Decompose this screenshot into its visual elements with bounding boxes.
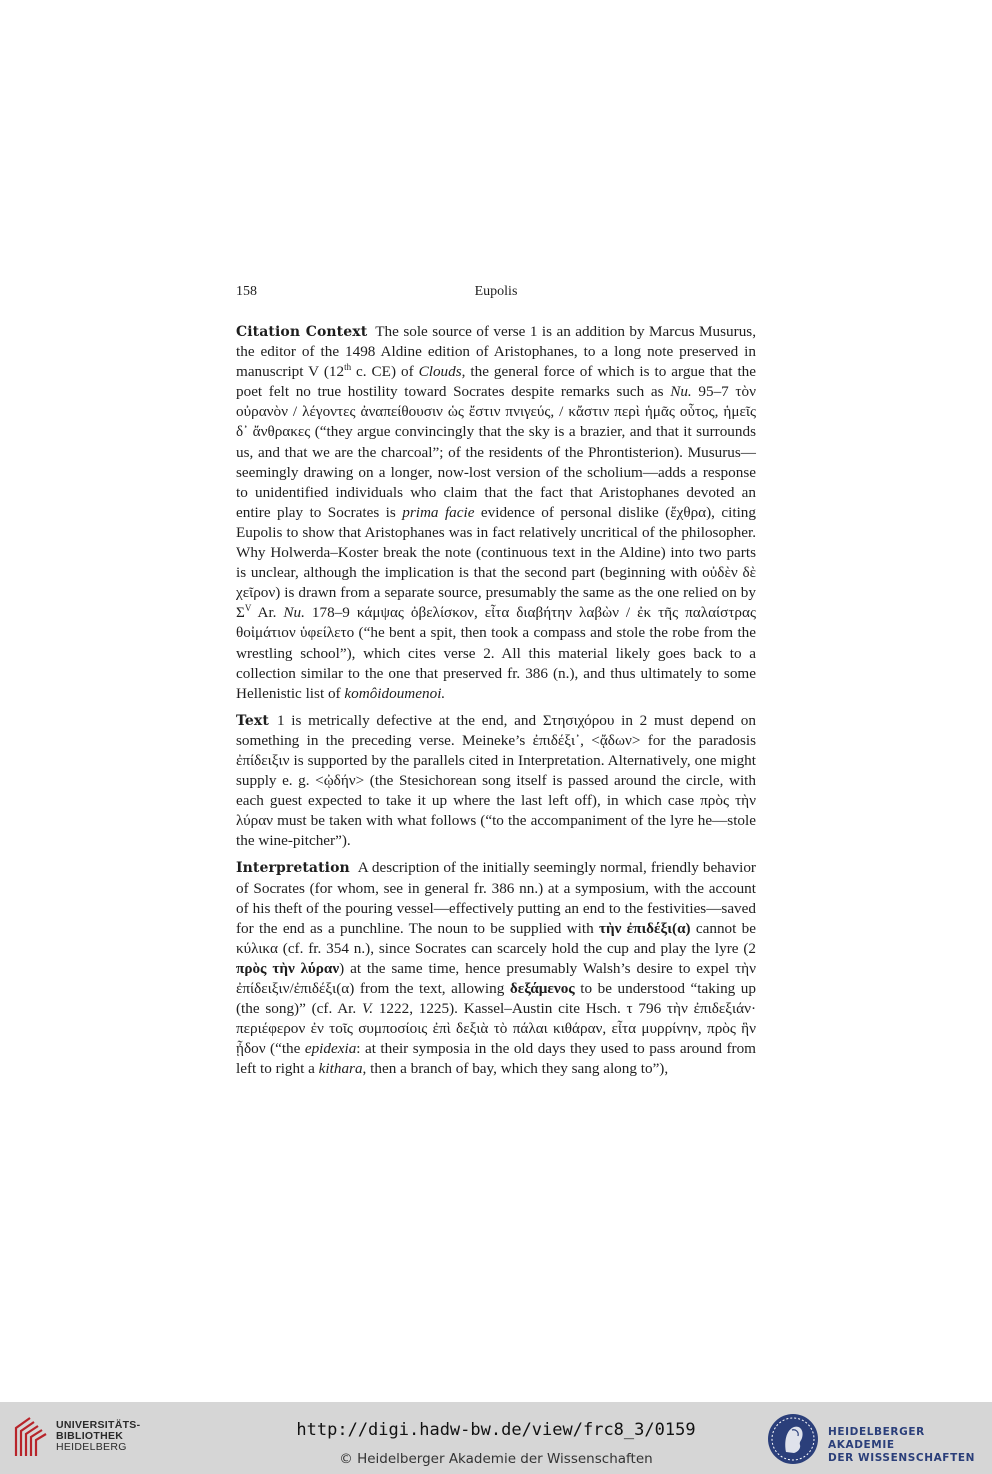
citation-context-paragraph: Citation Context The sole source of verse 1 is an addition by Marcus Musurus, the editor of the 1498 Aldine edition of Aristophanes, to a long note preserved in manuscript V (12th c. CE) of Clouds, the general force of which is to argue that the poet felt no true hostility toward Socrates despite remarks such as Nu. 95–7 τὸν οὐρανὸν / λέγοντες ἀναπείθουσιν ὡς ἔστιν πνιγεύς, / κἄστιν περὶ ἡμᾶς οὗτος, ἡμεῖς δ᾽ ἄνθρακες (“they argue convincingly that the sky is a brazier, and that it surrounds us, and that we are the charcoal”; of the residents of the Phrontisterion). Musurus—seemingly drawing on a longer, now-lost version of the scholium—adds a response to unidentified individuals who claim that the fact that Aristophanes devoted an entire play to Socrates is prima facie evidence of personal dislike (ἔχθρα), citing Eupolis to show that Aristophanes was in fact relatively uncritical of the philosopher. Why Holwerda–Koster break the note (continuous text in the Aldine) into two parts is unclear, although the implication is that the second part (beginning with οὐδὲν δὲ χεῖρον) is drawn from a separate source, presumably the same as the one relied on by $\Sigma^V$ Ar. Nu. 178–9 κάμψας ὀβελίσκον, εἶτα διαβήτην λαβὼν / ἐκ τῆς παλαίστρας θοἰμάτιον ὑφείλετο (“he bent a spit, then took a compass and stole the robe from the wrestling school”), which cites verse 2. All this material likely goes back to a collection similar to the one that preserved fr. 386 (n.), and thus ultimately to some Hellenistic list of komôidoumenoi. — [236, 323, 757, 702]
academy-name: HEIDELBERGER AKADEMIE DER WISSENSCHAFTEN — [828, 1426, 976, 1464]
section-heading: Interpretation — [236, 860, 350, 877]
academy-seal-icon[interactable] — [766, 1412, 820, 1466]
university-library-name: UNIVERSITÄTS- BIBLIOTHEK HEIDELBERG — [56, 1419, 141, 1453]
text-paragraph: Text 1 is metrically defective at the end, and Στησιχόρου in 2 must depend on something in the preceding verse. Meineke’s ἐπιδέξι᾽, <ᾄδων> for the paradosis ἐπίδειξιν is supported by the parallels cited in Interpretation. Alternatively, one might supply e. g. <ᾠδήν> (the Stesichorean song itself is passed around the circle, with each guest expected to take it up where the last left off), in which case πρὸς τὴν λύραν must be taken with what follows (“to the accompaniment of the lyre he—stole the wine-pitcher”). — [236, 711, 756, 850]
commentary-body — [236, 322, 756, 1086]
section-heading: Citation Context — [236, 324, 368, 340]
running-title: Eupolis — [474, 284, 518, 299]
permalink-url[interactable]: http://digi.hadw-bw.de/view/frc8_3/0159 — [296, 1420, 696, 1440]
page-number: 158 — [236, 284, 257, 299]
interpretation-paragraph: Interpretation A description of the initially seemingly normal, friendly behavior of Socrates (for whom, see in general fr. 386 nn.) at a symposium, with the account of his theft of the pouring vessel—effectively putting an end to the festivities—saved for the end as a punchline. The noun to be supplied with τὴν ἐπιδέξι(α) cannot be κύλικα (cf. fr. 354 n.), since Socrates can scarcely hold the cup and play the lyre (2 πρὸς τὴν λύραν) at the same time, hence presumably Walsh’s desire to expel τὴν ἐπίδειξιν/ἐπιδέξι(α) from the text, allowing δεξάμενος to be understood “taking up (the song)” (cf. Ar. V. 1222, 1225). Kassel–Austin cite Hsch. τ 796 τὴν ἐπιδεξιάν· περιέφερον ἐν τοῖς συμποσίοις ἐπὶ δεξιὰ τὸ πάλαι κιθάραν, εἶτα μυρρίνην, πρὸς ἣν ᾖδον (“the epidexia: at their symposia in the old days they used to pass around from left to right a kithara, then a branch of bay, which they sang along to”), — [236, 859, 756, 1078]
copyright-notice: © Heidelberger Akademie der Wissenschaften — [339, 1451, 653, 1467]
viewer-footer — [0, 1402, 992, 1474]
section-heading: Text — [236, 712, 269, 729]
